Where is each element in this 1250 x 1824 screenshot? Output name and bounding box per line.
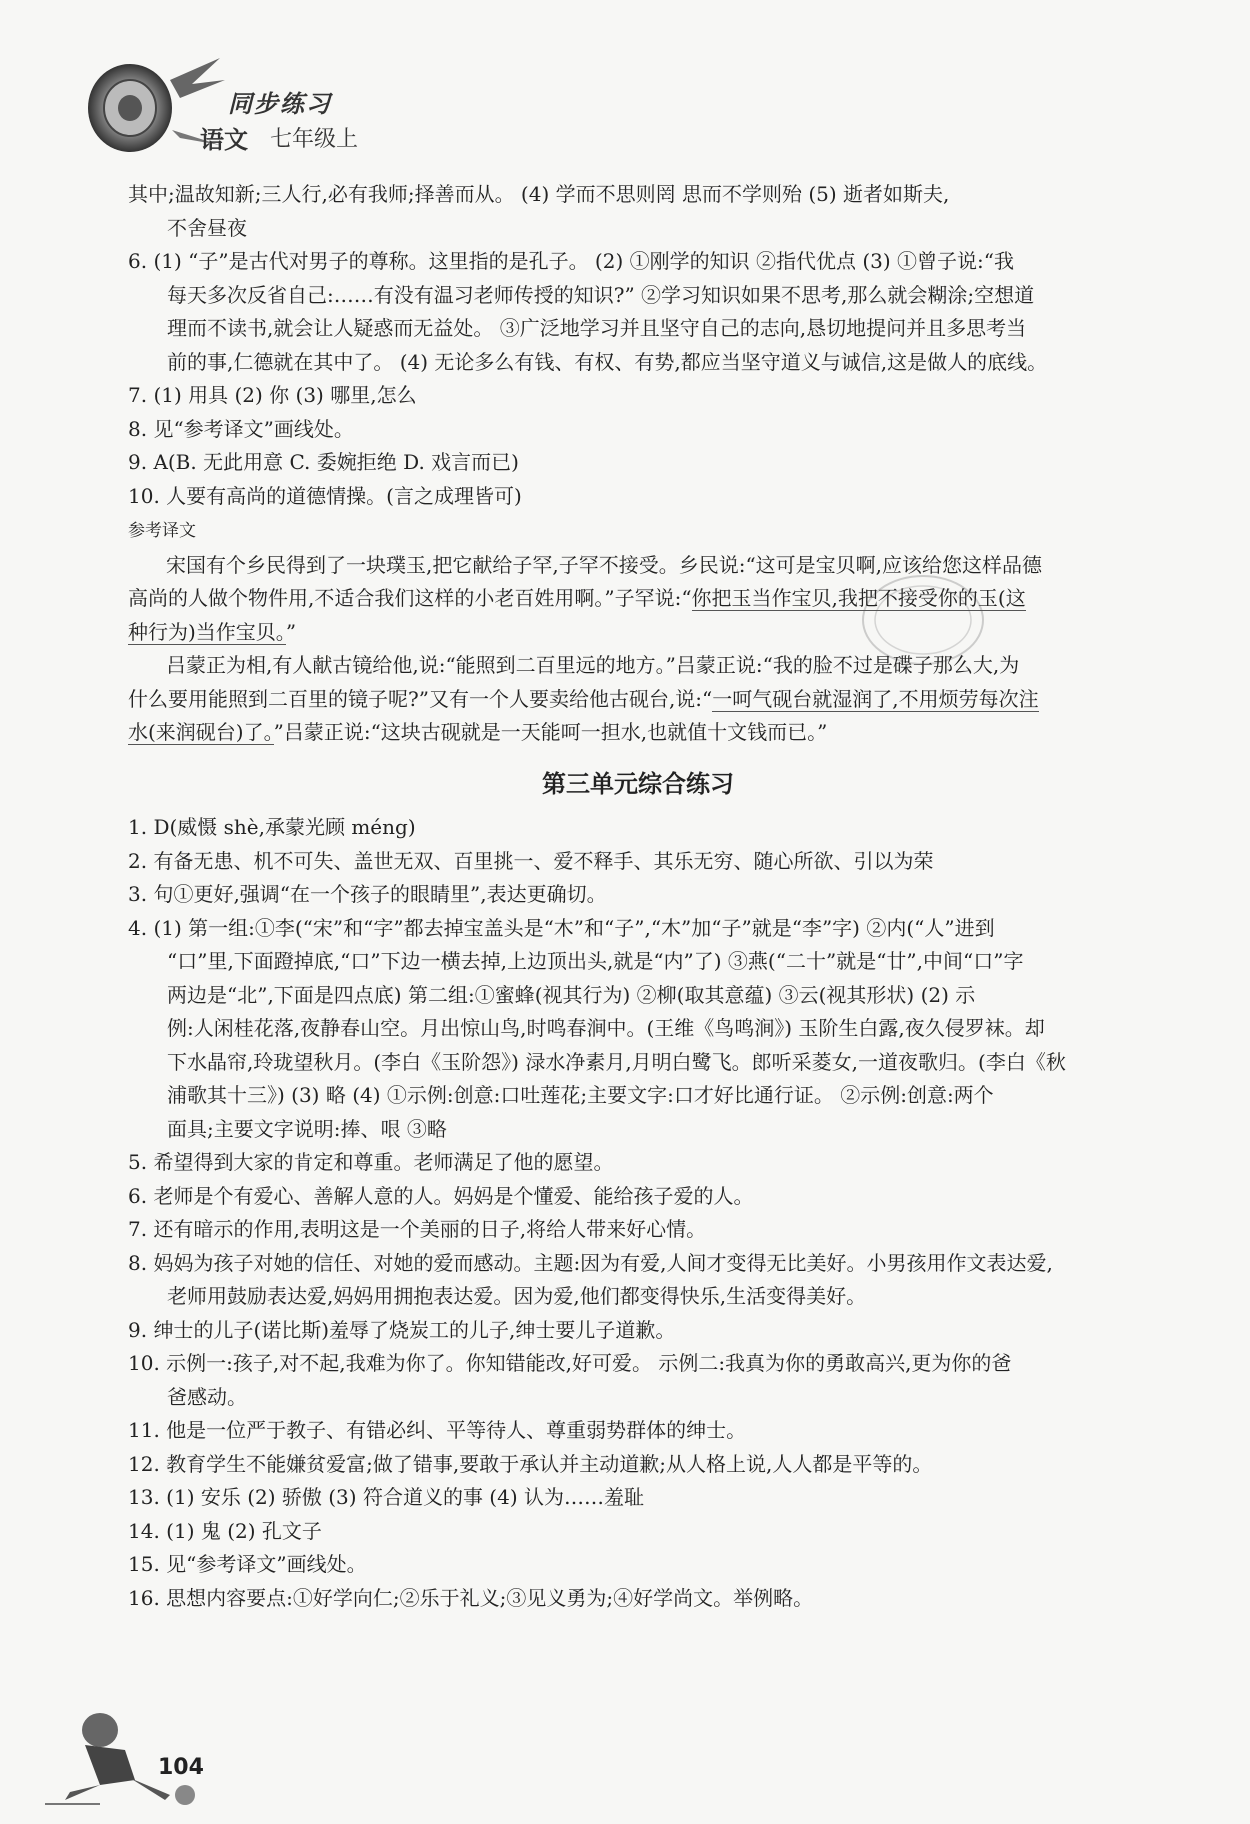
translation-text: ”吕蒙正说:“这块古砚就是一天能呵一担水,也就值十文钱而已。”: [273, 720, 828, 744]
translation-text: 什么要用能照到二百里的镜子呢?”又有一个人要卖给他古砚台,说:“: [128, 686, 713, 711]
answer-6-line: 前的事,仁德就在其中了。 (4) 无论多么有钱、有权、有势,都应当坚守道义与诚信,这是做人的底线。: [167, 349, 1048, 374]
unit3-answer-4-line: 例:人闲桂花落,夜静春山空。月出惊山鸟,时鸣春涧中。(王维《鸟鸣涧》) 玉阶生白露,夜久侵罗袜。却: [167, 1016, 1045, 1040]
unit3-answer-4-line: 4. (1) 第一组:①李(“宋”和“字”都去掉宝盖头是“木”和“子”,“木”加“子”就是“李”字) ②内(“人”进到: [128, 915, 995, 940]
page-header: [80, 50, 500, 170]
answer-7: 7. (1) 用具 (2) 你 (3) 哪里,怎么: [128, 383, 417, 407]
unit3-answer-6: 6. 老师是个有爱心、善解人意的人。妈妈是个懂爱、能给孩子爱的人。: [128, 1183, 754, 1208]
translation-line: 吕蒙正为相,有人献古镜给他,说:“能照到二百里远的地方。”吕蒙正说:“我的脸不过是碟子那么大,为: [166, 653, 1020, 677]
unit3-answer-14: 14. (1) 鬼 (2) 孔文子: [128, 1518, 322, 1543]
underlined-text: 一呵气砚台就湿润了,不用烦劳每次注: [712, 686, 1039, 711]
underlined-text: 水(来润砚台)了。: [128, 720, 274, 744]
page-content: [128, 178, 1148, 1615]
text-line: 其中;温故知新;三人行,必有我师;择善而从。 (4) 学而不思则罔 思而不学则殆 (5) 逝者如斯夫,: [128, 182, 950, 206]
unit3-answer-10-line: 10. 示例一:孩子,对不起,我难为你了。你知错能改,好可爱。 示例二:我真为你的勇敢高兴,更为你的爸: [128, 1351, 1012, 1375]
unit3-answer-15: 15. 见“参考译文”画线处。: [128, 1552, 367, 1576]
unit3-answer-1: 1. D(威慑 shè,承蒙光顾 méng): [128, 815, 416, 839]
unit3-answer-4-line: “口”里,下面蹬掉底,“口”下边一横去掉,上边顶出头,就是“内”了) ③燕(“二十”就是“廿”,中间“口”字: [167, 949, 1024, 973]
unit3-answer-4-line: 浦歌其十三》) (3) 略 (4) ①示例:创意:口吐莲花;主要文字:口才好比通行证。 ②示例:创意:两个: [167, 1083, 994, 1107]
translation-line: [128, 582, 1148, 616]
translation-line: [128, 716, 1148, 750]
unit3-answer-9: 9. 绅士的儿子(诺比斯)羞辱了烧炭工的儿子,绅士要儿子道歉。: [128, 1317, 676, 1342]
unit3-answer-7: 7. 还有暗示的作用,表明这是一个美丽的日子,将给人带来好心情。: [128, 1217, 707, 1241]
unit3-answer-4-line: 下水晶帘,玲珑望秋月。(李白《玉阶怨》) 渌水净素月,月明白鹭飞。郎听采菱女,一道夜歌归。(李白《秋: [167, 1049, 1066, 1074]
text-line: 不舍昼夜: [167, 215, 247, 240]
answer-6-line: 每天多次反省自己:……有没有温习老师传授的知识?” ②学习知识如果不思考,那么就会糊涂;空想道: [167, 282, 1035, 307]
answer-10: 10. 人要有高尚的道德情操。(言之成理皆可): [128, 483, 522, 508]
underlined-text: 种行为)当作宝贝。: [128, 619, 286, 644]
section-title: 第三单元综合练习: [542, 769, 734, 798]
translation-line: 宋国有个乡民得到了一块璞玉,把它献给子罕,子罕不接受。乡民说:“这可是宝贝啊,应该给您这样品德: [166, 552, 1043, 577]
underlined-text: 你把玉当作宝贝,我把不接受你的玉(这: [691, 586, 1026, 610]
unit3-answer-11: 11. 他是一位严于教子、有错必纠、平等待人、尊重弱势群体的绅士。: [128, 1418, 747, 1442]
translation-line: [128, 616, 1148, 650]
unit3-answer-8-line: 8. 妈妈为孩子对她的信任、对她的爱而感动。主题:因为有爱,人间才变得无比美好。小男孩用作文表达爱,: [128, 1250, 1053, 1275]
reference-translation-label: 参考译文: [128, 521, 196, 541]
translation-text: 高尚的人做个物件用,不适合我们这样的小老百姓用啊。”子罕说:“: [128, 586, 692, 610]
unit3-answer-3: 3. 句①更好,强调“在一个孩子的眼睛里”,表达更确切。: [128, 882, 607, 906]
translation-line: [128, 683, 1148, 717]
unit3-answer-4-line: 两边是“北”,下面是四点底) 第二组:①蜜蜂(视其行为) ②柳(取其意蕴) ③云(视其形状) (2) 示: [167, 982, 976, 1007]
answer-6-line: 理而不读书,就会让人疑惑而无益处。 ③广泛地学习并且坚守自己的志向,恳切地提问并且多思考当: [167, 316, 1027, 340]
unit3-answer-4-line: 面具;主要文字说明:捧、哏 ③略: [167, 1116, 447, 1141]
page-number: 104: [158, 1755, 204, 1780]
answer-8: 8. 见“参考译文”画线处。: [128, 416, 354, 441]
unit3-answer-12: 12. 教育学生不能嫌贫爱富;做了错事,要敢于承认并主动道歉;从人格上说,人人都是平等的。: [128, 1451, 933, 1476]
unit3-answer-10-line: 爸感动。: [167, 1384, 247, 1409]
unit3-answer-5: 5. 希望得到大家的肯定和尊重。老师满足了他的愿望。: [128, 1150, 614, 1174]
series-title: 同步练习: [228, 89, 332, 118]
answer-9: 9. A(B. 无此用意 C. 委婉拒绝 D. 戏言而已): [128, 450, 519, 474]
unit3-answer-13: 13. (1) 安乐 (2) 骄傲 (3) 符合道义的事 (4) 认为……羞耻: [128, 1485, 644, 1509]
unit3-answer-8-line: 老师用鼓励表达爱,妈妈用拥抱表达爱。因为爱,他们都变得快乐,生活变得美好。: [167, 1284, 867, 1308]
unit3-answer-2: 2. 有备无患、机不可失、盖世无双、百里挑一、爱不释手、其乐无穷、随心所欲、引以为荣: [128, 848, 934, 873]
translation-text: ”: [285, 619, 297, 644]
subject-label: 语文: [200, 125, 248, 154]
unit3-answer-16: 16. 思想内容要点:①好学向仁;②乐于礼义;③见义勇为;④好学尚文。举例略。: [128, 1585, 814, 1610]
answer-6-line: 6. (1) “子”是古代对男子的尊称。这里指的是孔子。 (2) ①刚学的知识 ②指代优点 (3) ①曾子说:“我: [128, 249, 1014, 273]
grade-label: 七年级上: [270, 127, 359, 152]
